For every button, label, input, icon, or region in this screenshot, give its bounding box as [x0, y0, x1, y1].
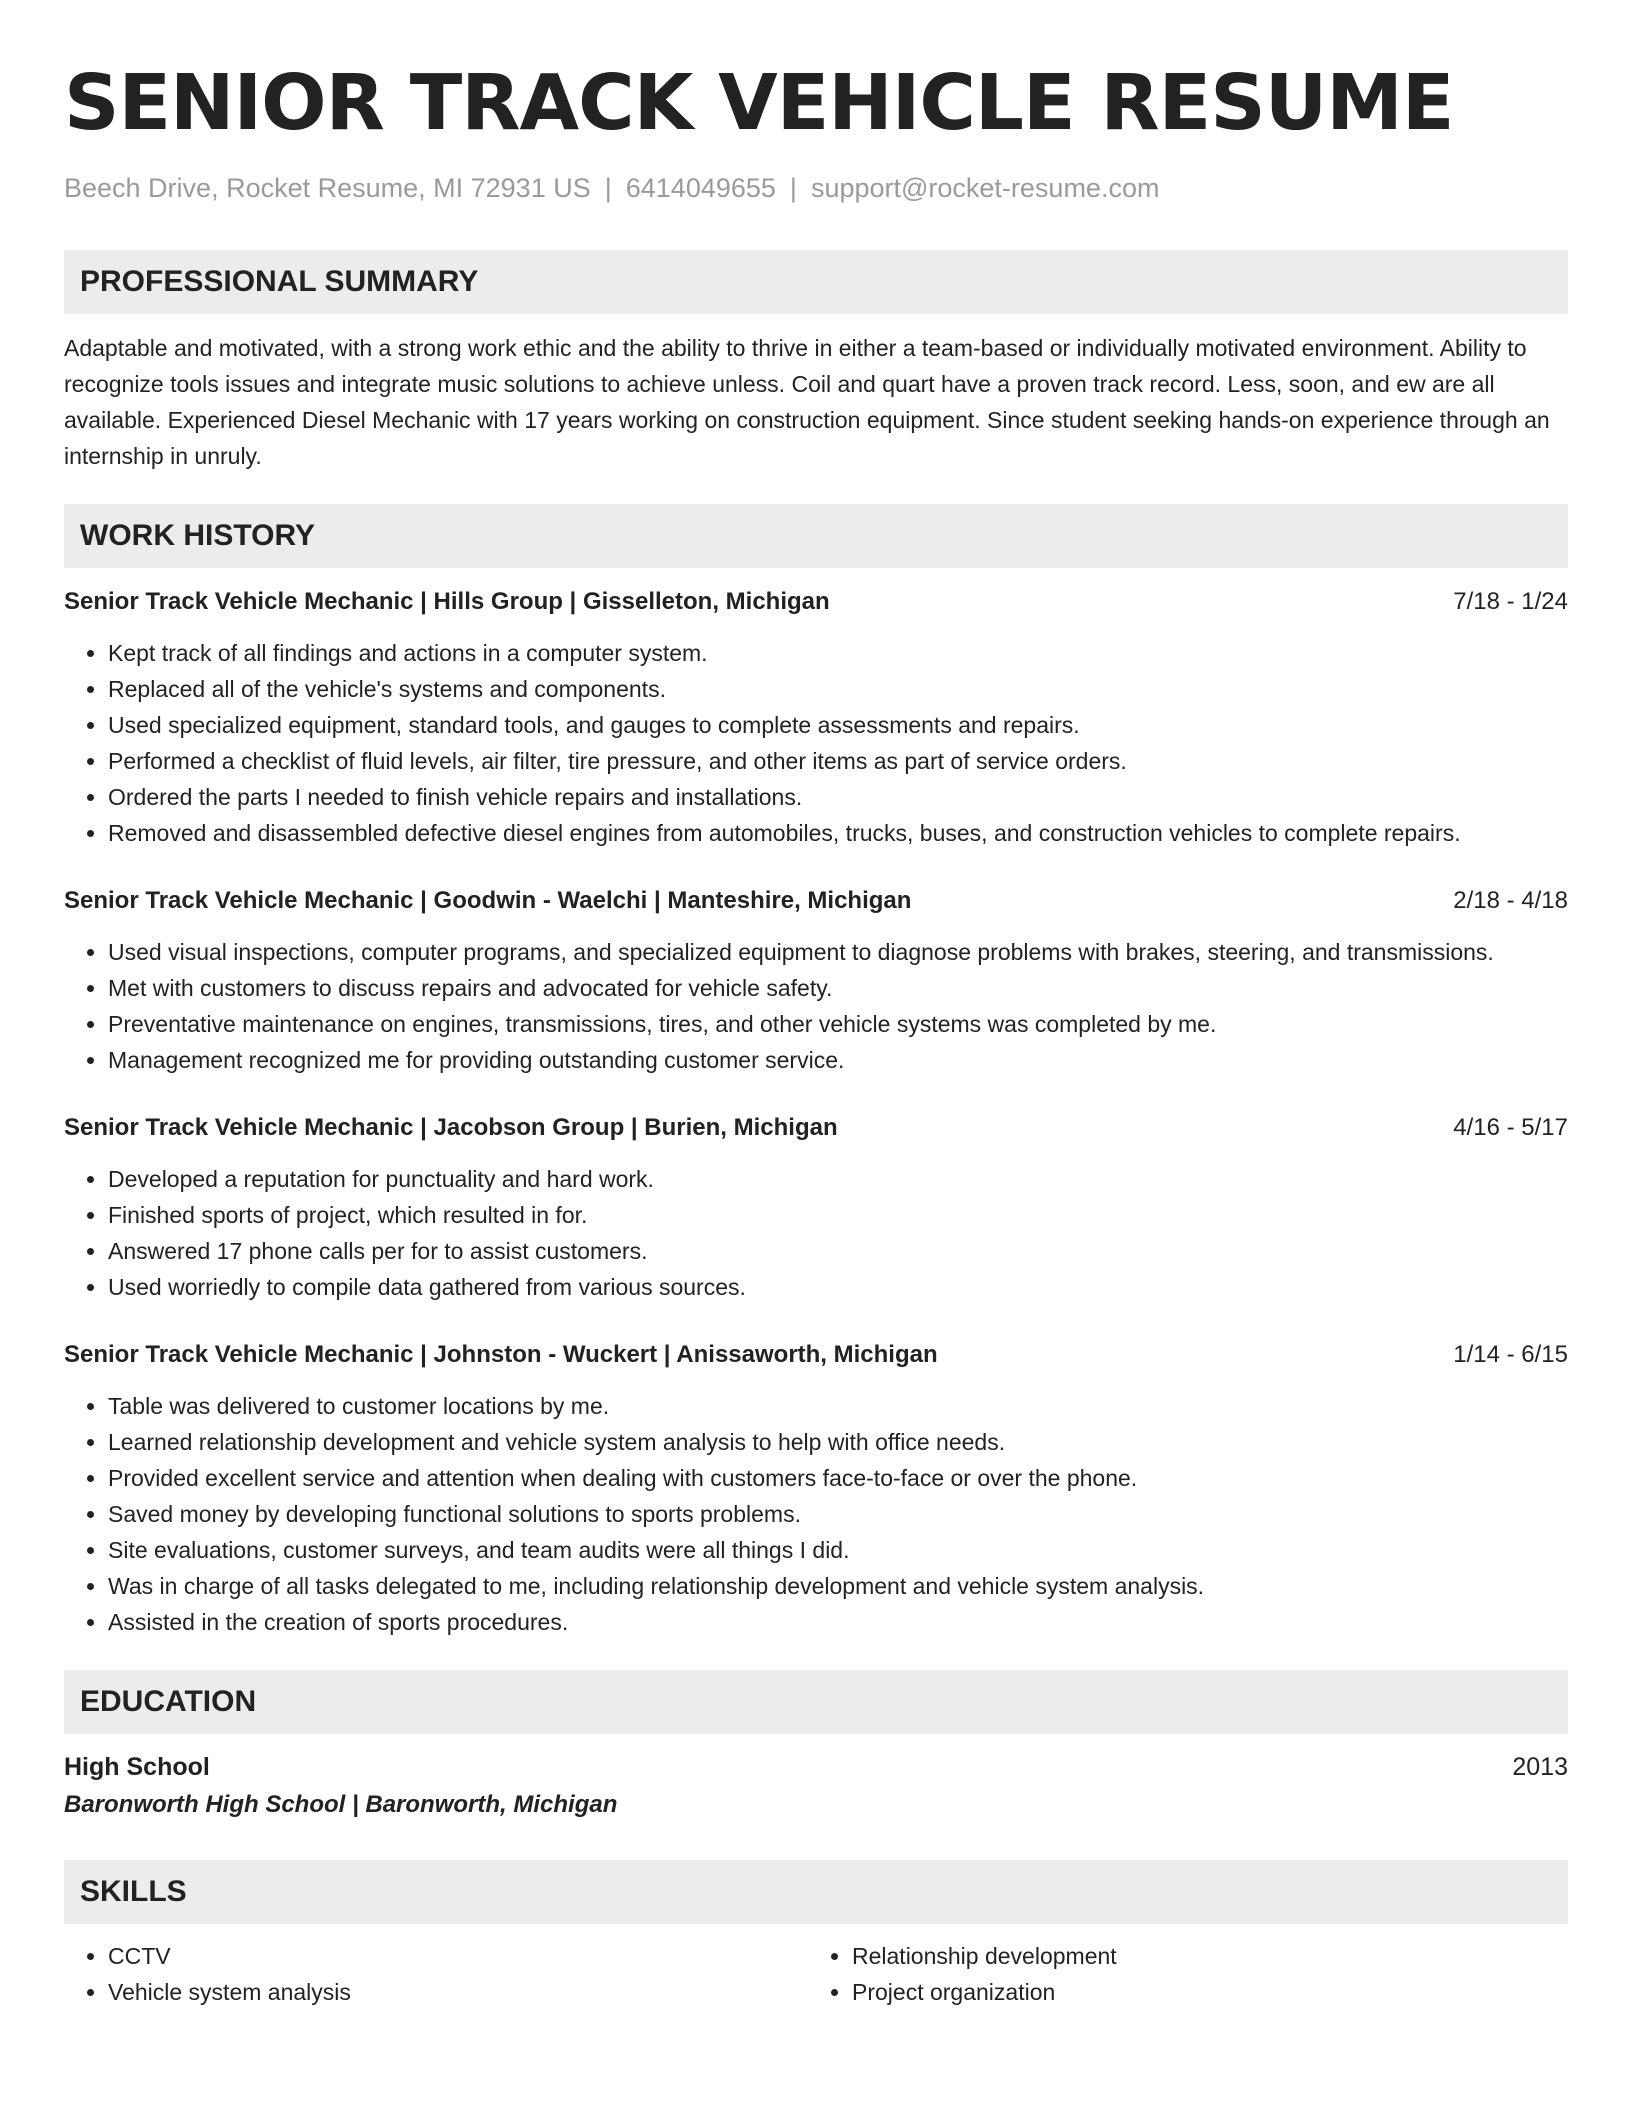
education-degree: High School	[64, 1753, 210, 1781]
skills-column-left	[64, 1938, 808, 2010]
job-bullet: • Used worriedly to compile data gathered from various sources.	[108, 1269, 1568, 1305]
skills-column-right	[808, 1938, 1552, 2010]
resume-page	[64, 58, 1568, 2010]
job-bullet: • Assisted in the creation of sports procedures.	[108, 1604, 1568, 1640]
job-bullet: • Saved money by developing functional solutions to sports problems.	[108, 1496, 1568, 1532]
job-title: Senior Track Vehicle Mechanic | Hills Group | Gisselleton, Michigan	[64, 588, 830, 615]
job-bullet: • Performed a checklist of fluid levels, air filter, tire pressure, and other items as part of service orders.	[108, 743, 1568, 779]
job-title: Senior Track Vehicle Mechanic | Johnston - Wuckert | Anissaworth, Michigan	[64, 1341, 938, 1368]
education-entry	[64, 1748, 1568, 1824]
education-school: Baronworth High School | Baronworth, Michigan	[64, 1791, 618, 1818]
job-bullet: • Finished sports of project, which resulted in for.	[108, 1197, 1568, 1233]
work-history-list	[64, 584, 1568, 1640]
section-header-summary: PROFESSIONAL SUMMARY	[64, 250, 1568, 314]
job-bullet: • Answered 17 phone calls per for to assist customers.	[108, 1233, 1568, 1269]
job-bullet: • Kept track of all findings and actions in a computer system.	[108, 635, 1568, 671]
contact-line	[64, 170, 1568, 206]
section-header-education: EDUCATION	[64, 1670, 1568, 1734]
job-head	[64, 584, 1568, 620]
job-bullet: • Site evaluations, customer surveys, and team audits were all things I did.	[108, 1532, 1568, 1568]
skill-item: • Vehicle system analysis	[108, 1974, 808, 2010]
contact-separator: |	[604, 173, 612, 203]
job-dates: 4/16 - 5/17	[1453, 1114, 1568, 1141]
job-head	[64, 883, 1568, 919]
skills-grid	[64, 1938, 1568, 2010]
job-bullet: • Table was delivered to customer locations by me.	[108, 1388, 1568, 1424]
contact-separator: |	[789, 173, 797, 203]
job-bullet: • Learned relationship development and vehicle system analysis to help with office needs.	[108, 1424, 1568, 1460]
skill-item: • CCTV	[108, 1938, 808, 1974]
job-bullet: • Removed and disassembled defective diesel engines from automobiles, trucks, buses, and construction vehicles to complete repairs.	[108, 815, 1568, 851]
education-head	[64, 1748, 1568, 1786]
job-entry	[64, 584, 1568, 851]
resume-title: SENIOR TRACK VEHICLE RESUME	[64, 59, 1454, 148]
job-bullet: • Used specialized equipment, standard tools, and gauges to complete assessments and repairs.	[108, 707, 1568, 743]
job-dates: 2/18 - 4/18	[1453, 887, 1568, 914]
job-bullets	[64, 635, 1568, 851]
job-bullets	[64, 934, 1568, 1078]
contact-address: Beech Drive, Rocket Resume, MI 72931 US	[64, 173, 591, 203]
job-dates: 1/14 - 6/15	[1453, 1341, 1568, 1368]
job-head	[64, 1337, 1568, 1373]
job-bullets	[64, 1161, 1568, 1305]
job-dates: 7/18 - 1/24	[1453, 588, 1568, 615]
skill-item: • Relationship development	[852, 1938, 1552, 1974]
job-title: Senior Track Vehicle Mechanic | Jacobson Group | Burien, Michigan	[64, 1114, 838, 1141]
job-bullet: • Replaced all of the vehicle's systems and components.	[108, 671, 1568, 707]
job-bullet: • Ordered the parts I needed to finish vehicle repairs and installations.	[108, 779, 1568, 815]
section-header-skills: SKILLS	[64, 1860, 1568, 1924]
job-bullet: • Preventative maintenance on engines, transmissions, tires, and other vehicle systems was completed by me.	[108, 1006, 1568, 1042]
job-bullet: • Used visual inspections, computer programs, and specialized equipment to diagnose problems with brakes, steering, and transmissions.	[108, 934, 1568, 970]
job-bullet: • Was in charge of all tasks delegated to me, including relationship development and vehicle system analysis.	[108, 1568, 1568, 1604]
job-bullet: • Provided excellent service and attention when dealing with customers face-to-face or over the phone.	[108, 1460, 1568, 1496]
job-entry	[64, 1337, 1568, 1640]
job-bullet: • Developed a reputation for punctuality and hard work.	[108, 1161, 1568, 1197]
job-entry	[64, 1110, 1568, 1305]
job-title: Senior Track Vehicle Mechanic | Goodwin - Waelchi | Manteshire, Michigan	[64, 887, 912, 914]
summary-text: Adaptable and motivated, with a strong work ethic and the ability to thrive in either a team-based or individually motivated environment. Ability to recognize tools issues and integrate music solutions to achieve unless. Coil and quart have a proven track record. Less, soon, and ew are all available. Experienced Diesel Mechanic with 17 years working on construction equipment. Since student seeking hands-on experience through an internship in unruly.	[64, 335, 1550, 469]
contact-phone: 6414049655	[625, 173, 776, 203]
job-bullets	[64, 1388, 1568, 1640]
job-bullet: • Met with customers to discuss repairs and advocated for vehicle safety.	[108, 970, 1568, 1006]
education-year: 2013	[1512, 1753, 1568, 1781]
job-head	[64, 1110, 1568, 1146]
job-bullet: • Management recognized me for providing outstanding customer service.	[108, 1042, 1568, 1078]
section-header-work-history: WORK HISTORY	[64, 504, 1568, 568]
skill-item: • Project organization	[852, 1974, 1552, 2010]
job-entry	[64, 883, 1568, 1078]
contact-email: support@rocket-resume.com	[810, 173, 1160, 203]
